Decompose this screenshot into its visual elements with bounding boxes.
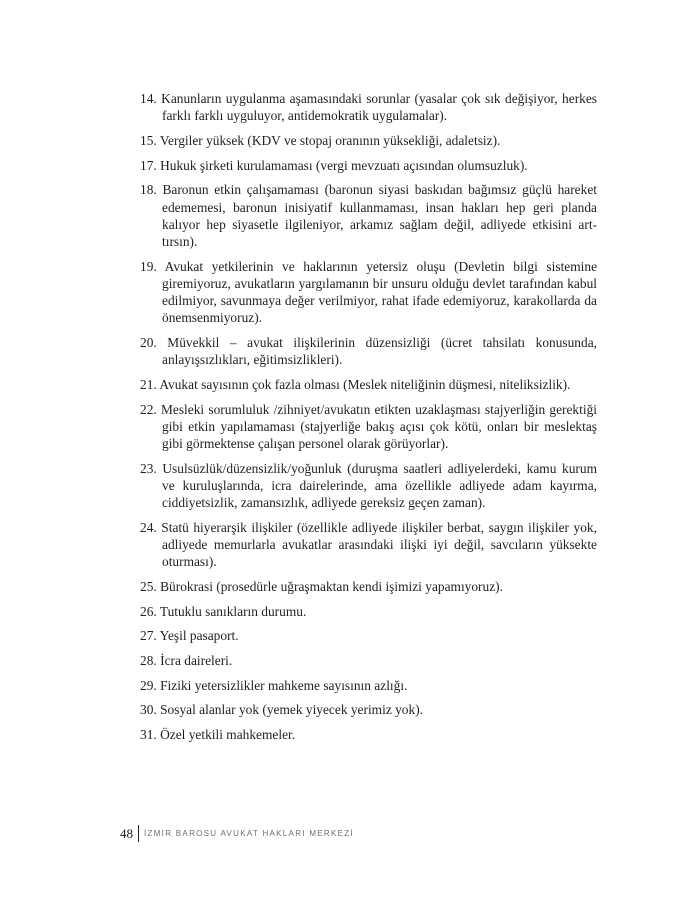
list-item (140, 460, 597, 512)
item-text: Usulsüzlük/düzensizlik/yoğunluk (duruşma saatleri adliyelerdeki, kamu kurum ve kuruluşlarında, icra dairelerinde, ama özellikle adliyede adam kayırma, ciddiyetsizlik, zamansızlık, adliyede gereksiz geçen zaman). (162, 460, 597, 511)
item-text: Vergiler yüksek (KDV ve stopaj oranının yüksekliği, adaletsiz). (159, 132, 501, 148)
list-item (140, 627, 597, 644)
item-text: Müvekkil – avukat ilişkilerinin düzensizliği (ücret tahsilatı konusunda, anlayışsızlıkları, eğitimsizlikleri). (162, 334, 597, 368)
item-number: 18. (140, 182, 157, 198)
page-number: 48 (120, 825, 133, 841)
item-text: Yeşil pasaport. (159, 628, 239, 644)
item-number: 20. (140, 334, 157, 350)
item-number: 29. (140, 677, 157, 693)
list-item (140, 701, 597, 718)
item-number: 17. (140, 157, 157, 173)
page-footer (120, 825, 354, 842)
item-text: Tutuklu sanıkların durumu. (159, 603, 307, 619)
item-number: 26. (140, 603, 157, 619)
item-text: İcra daireleri. (160, 652, 233, 668)
item-text: Sosyal alanlar yok (yemek yiyecek yerimiz yok). (160, 702, 423, 718)
issue-list (140, 90, 597, 751)
list-item (140, 376, 597, 393)
item-text: Bürokrasi (prosedürle uğraşmaktan kendi işimizi yapamıyoruz). (160, 578, 503, 594)
item-text: Hukuk şirketi kurulamaması (vergi mevzuatı açısından olumsuzluk). (160, 157, 528, 173)
item-text: Statü hiyerarşik ilişkiler (özellikle adliyede ilişkiler berbat, saygın ilişkiler yok, adliyede memurlarla avukatlar arasındaki ilişki iyi değil, savcıların yüksekte oturması). (161, 519, 597, 570)
item-number: 24. (140, 519, 157, 535)
item-text: Mesleki sorumluluk /zihniyet/avukatın etikten uzaklaşması stajyerliğin gerektiği gibi etkin yapılamaması (stajyerliğe bakış açısı çok kötü, onları bir meslektaş gibi görmektense çalışan personel olarak görüyorlar). (161, 401, 597, 451)
list-item (140, 652, 597, 669)
list-item (140, 132, 597, 149)
item-number: 21. (140, 376, 157, 392)
item-text: Fiziki yetersizlikler mahkeme sayısının azlığı. (160, 677, 408, 693)
list-item (140, 90, 597, 124)
item-number: 31. (140, 727, 157, 743)
item-text: Baronun etkin çalışamaması (baronun siyasi baskıdan bağımsız güçlü hareket edememesi, baronun inisiyatif kullanmaması, insan hakları hep geri planda kalıyor hep siyasetle ilgileniyor, arkamız sağlam değil, adliyede etkisini art-tırsın). (162, 182, 597, 249)
footer-divider (138, 825, 139, 842)
item-number: 15. (140, 132, 157, 148)
item-number: 27. (140, 628, 157, 644)
item-number: 23. (140, 460, 157, 476)
item-text: Avukat yetkilerinin ve haklarının yetersiz oluşu (Devletin bilgi sistemine giremiyoruz, avukatların yargılamanın bir unsuru olduğu devlet tarafından kabul edilmiyor, savunmaya değer verilmiyor, rahat ifade edemiyoruz, karakollarda da önemsenmiyoruz). (162, 258, 598, 326)
list-item (140, 334, 597, 368)
list-item (140, 578, 597, 595)
item-text: Avukat sayısının çok fazla olması (Meslek niteliğinin düşmesi, niteliksizlik). (159, 376, 571, 392)
list-item (140, 726, 597, 743)
list-item (140, 603, 597, 620)
item-number: 22. (140, 401, 157, 417)
item-number: 30. (140, 702, 157, 718)
item-number: 19. (140, 258, 157, 274)
list-item (140, 181, 597, 250)
item-number: 25. (140, 578, 157, 594)
list-item (140, 519, 597, 571)
list-item (140, 677, 597, 694)
footer-title: İZMİR BAROSU AVUKAT HAKLARI MERKEZİ (144, 829, 354, 838)
list-item (140, 157, 597, 174)
item-text: Özel yetkili mahkemeler. (160, 727, 296, 743)
list-item (140, 258, 597, 327)
item-text: Kanunların uygulanma aşamasındaki sorunlar (yasalar çok sık değişiyor, herkes farklı farklı uyguluyor, antidemokratik uygulamalar). (161, 91, 597, 124)
item-number: 28. (140, 652, 157, 668)
item-number: 14. (140, 91, 157, 106)
list-item (140, 401, 597, 453)
